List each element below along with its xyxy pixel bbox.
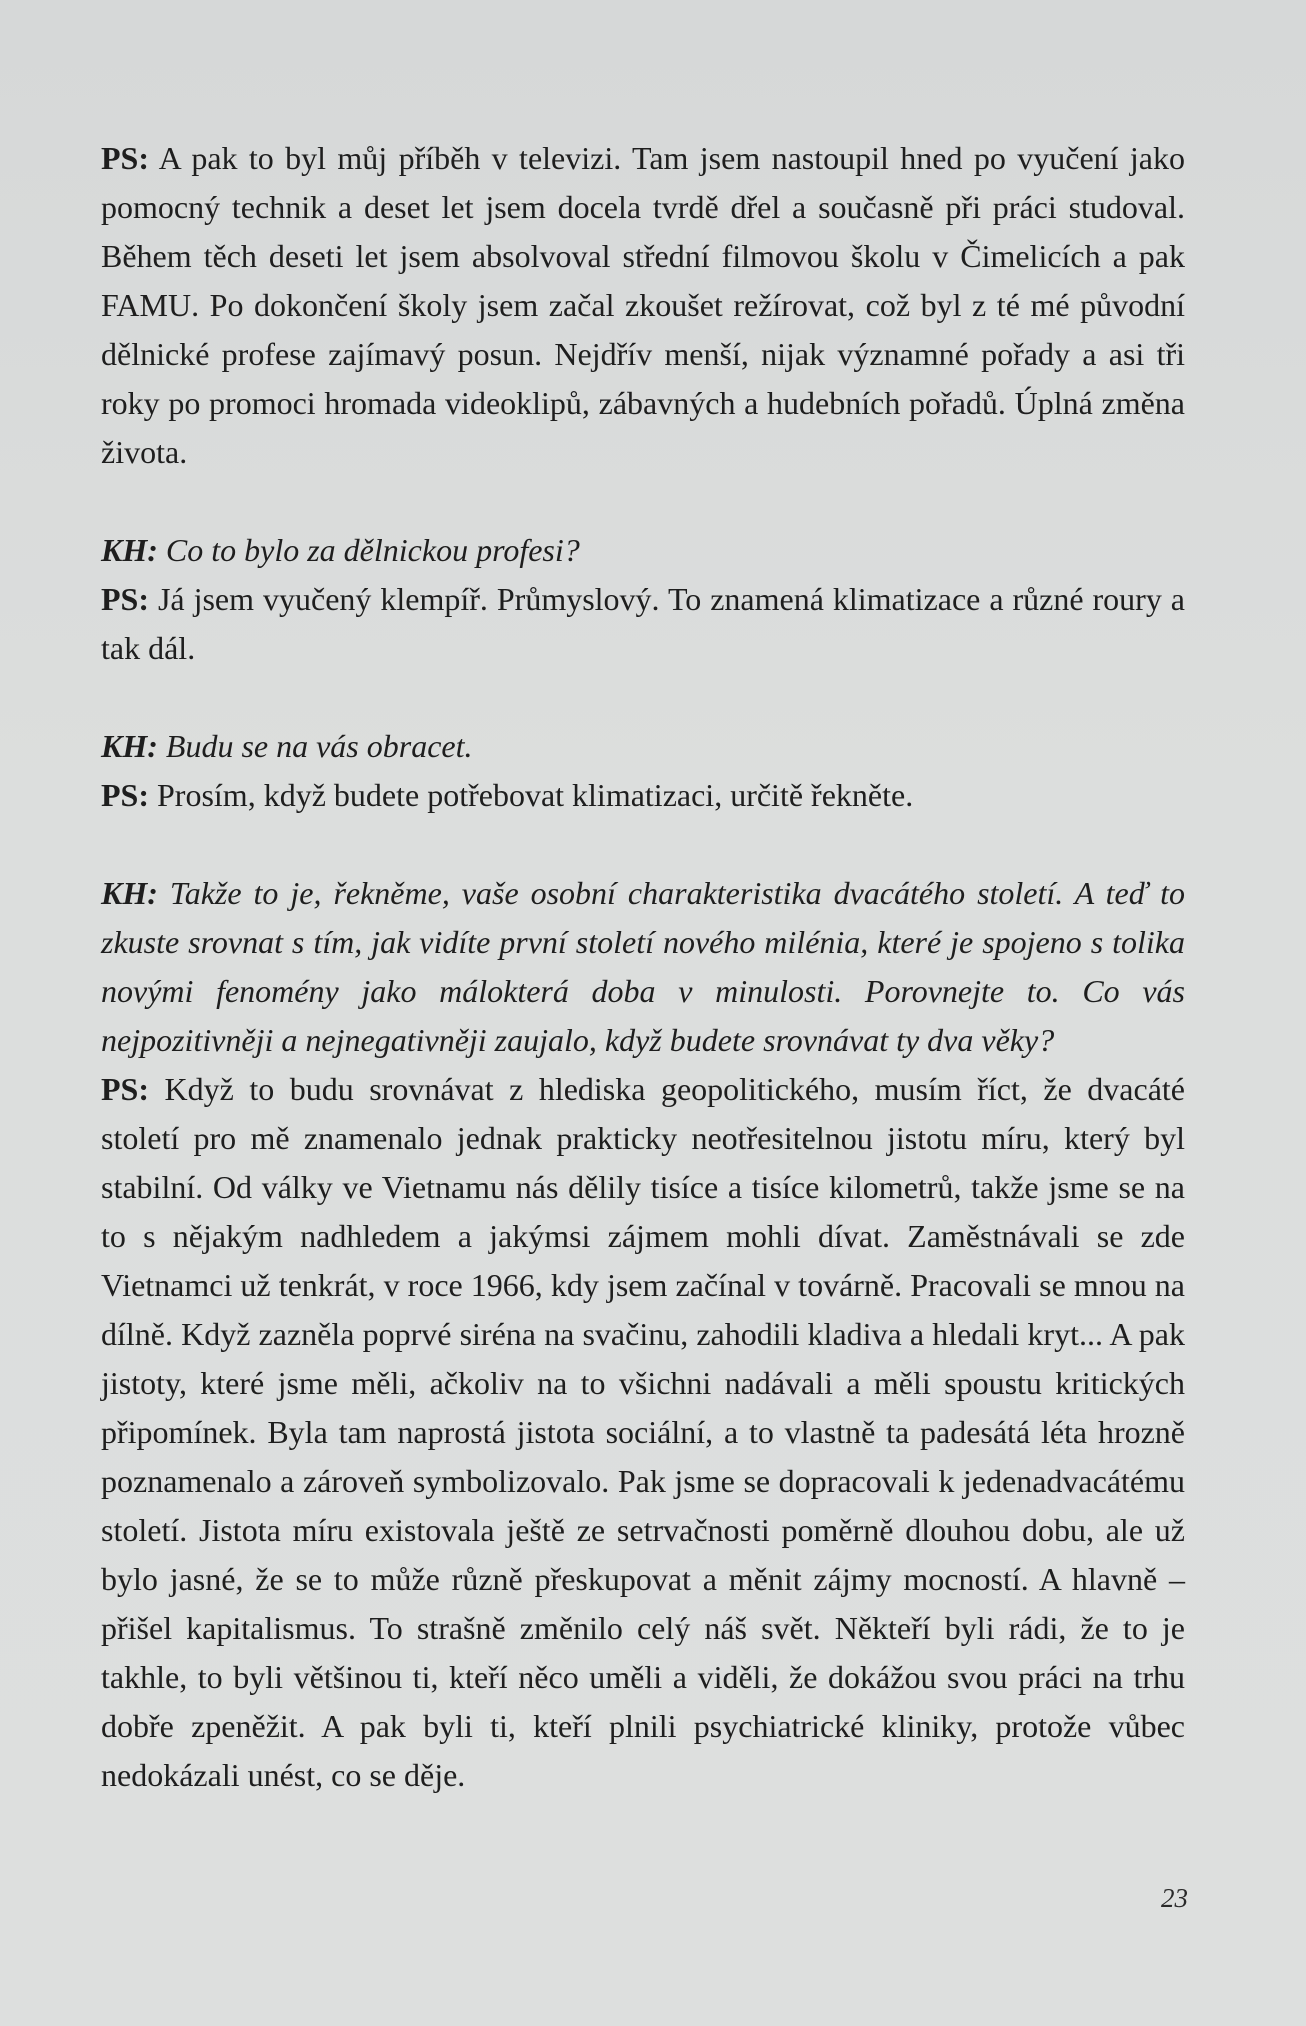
- answer-text: A pak to byl můj příběh v televizi. Tam jsem nastoupil hned po vyučení jako pomocný technik a deset let jsem docela tvrdě dřel a současně při práci studoval. Během těch deseti let jsem absolvoval střední filmovou školu v Čimelicích a pak FAMU. Po dokončení školy jsem začal zkoušet režírovat, což byl z té mé původní dělnické profese zajímavý posun. Nejdřív menší, nijak významné pořady a asi tři roky po promoci hromada videoklipů, zábavných a hudebních pořadů. Úplná změna života.: [101, 140, 1186, 470]
- question-paragraph: [101, 722, 1185, 771]
- exchange-1: [101, 134, 1185, 477]
- answer-text: Prosím, když budete potřebovat klimatizaci, určitě řekněte.: [157, 777, 914, 813]
- exchange-3: [101, 722, 1185, 820]
- question-text: Takže to je, řekněme, vaše osobní charakteristika dvacátého století. A teď to zkuste srovnat s tím, jak vidíte první století nového milénia, které je spojeno s tolika novými fenomény jako málokterá doba v minulosti. Porovnejte to. Co vás nejpozitivněji a nejnegativněji zaujalo, když budete srovnávat ty dva věky?: [101, 875, 1186, 1058]
- speaker-label: KH:: [101, 728, 158, 764]
- interview-text: [101, 134, 1185, 1800]
- speaker-label: PS:: [101, 140, 149, 176]
- answer-text: Já jsem vyučený klempíř. Průmyslový. To znamená klimatizace a různé roury a tak dál.: [101, 581, 1186, 666]
- exchange-2: [101, 526, 1185, 673]
- answer-paragraph: [101, 771, 1185, 820]
- answer-paragraph: [101, 575, 1185, 673]
- speaker-label: PS:: [101, 581, 149, 617]
- page-number: 23: [1161, 1883, 1188, 1913]
- question-paragraph: [101, 869, 1185, 1065]
- speaker-label: PS:: [101, 777, 149, 813]
- question-text: Budu se na vás obracet.: [165, 728, 473, 764]
- speaker-label: PS:: [101, 1071, 149, 1107]
- answer-paragraph: [101, 134, 1185, 477]
- question-paragraph: [101, 526, 1185, 575]
- speaker-label: KH:: [101, 532, 158, 568]
- answer-text: Když to budu srovnávat z hlediska geopolitického, musím říct, že dvacáté století pro mě znamenalo jednak prakticky neotřesitelnou jistotu míru, který byl stabilní. Od války ve Vietnamu nás dělily tisíce a tisíce kilometrů, takže jsme se na to s nějakým nadhledem a jakýmsi zájmem mohli dívat. Zaměstnávali se zde Vietnamci už tenkrát, v roce 1966, kdy jsem začínal v továrně. Pracovali se mnou na dílně. Když zazněla poprvé siréna na svačinu, zahodili kladiva a hledali kryt... A pak jistoty, které jsme měli, ačkoliv na to všichni nadávali a měli spoustu kritických připomínek. Byla tam naprostá jistota sociální, a to vlastně ta padesátá léta hrozně poznamenalo a zároveň symbolizovalo. Pak jsme se dopracovali k jedenadvacátému století. Jistota míru existovala ještě ze setrvačnosti poměrně dlouhou dobu, ale už bylo jasné, že se to může různě přeskupovat a měnit zájmy mocností. A hlavně – přišel kapitalismus. To strašně změnilo celý náš svět. Někteří byli rádi, že to je takhle, to byli většinou ti, kteří něco uměli a viděli, že dokážou svou práci na trhu dobře zpeněžit. A pak byli ti, kteří plnili psychiatrické kliniky, protože vůbec nedokázali unést, co se děje.: [101, 1071, 1185, 1793]
- speaker-label: KH:: [101, 875, 158, 911]
- question-text: Co to bylo za dělnickou profesi?: [165, 532, 580, 568]
- exchange-4: [101, 869, 1185, 1800]
- answer-paragraph: [101, 1065, 1185, 1800]
